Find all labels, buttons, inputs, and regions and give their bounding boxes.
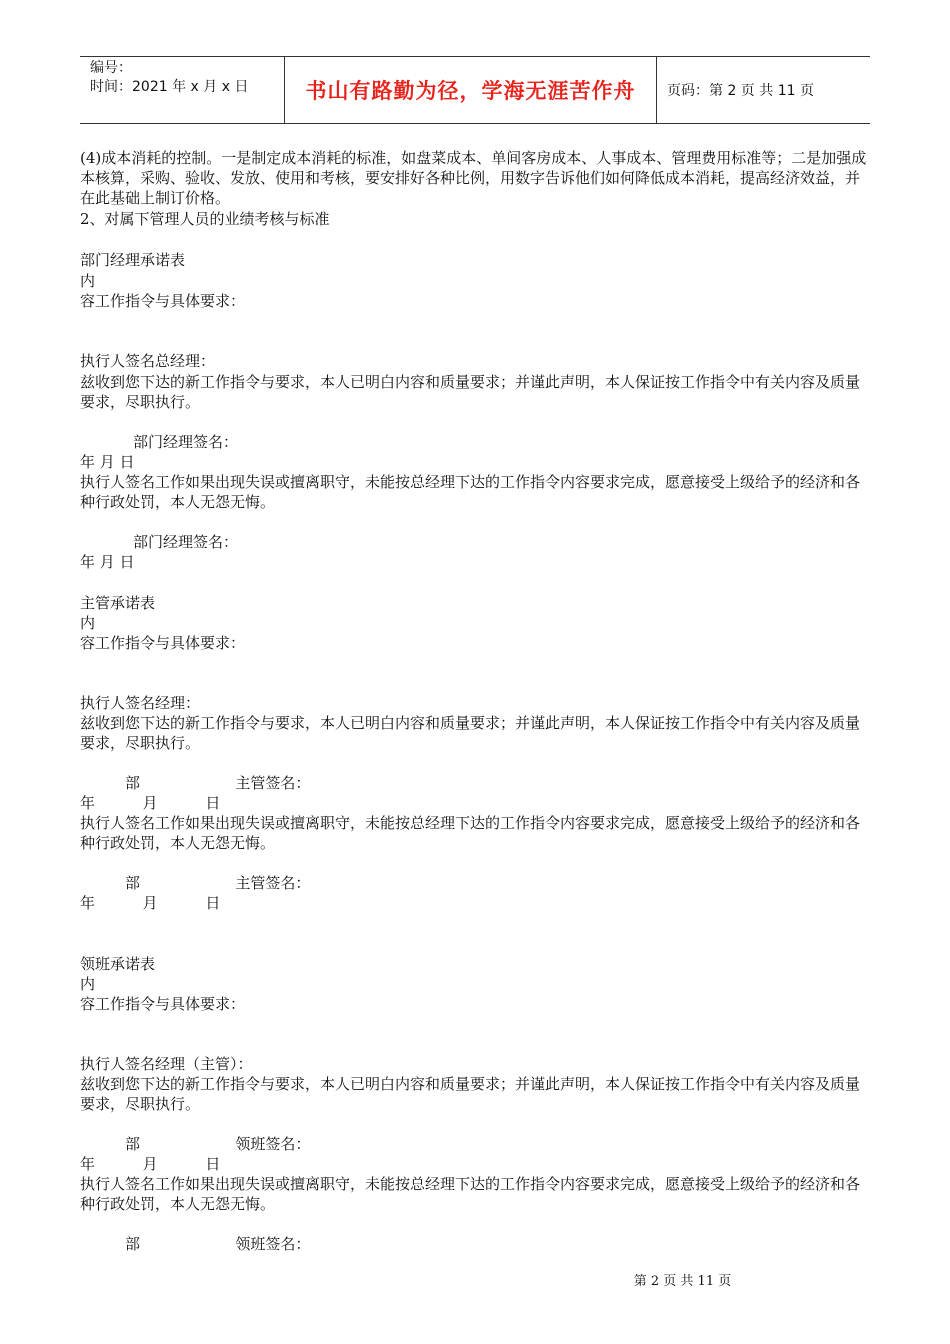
content-label-nei: 内: [80, 272, 96, 290]
acknowledgement-text: 兹收到您下达的新工作指令与要求，本人已明白内容和质量要求；并谨此声明，本人保证按工作指令中有关内容及质量要求，尽职执行。: [80, 373, 861, 411]
date-line: 年 月 日: [80, 453, 135, 471]
content-label-rong: 容工作指令与具体要求：: [80, 292, 246, 310]
paragraph-cost-control: (4)成本消耗的控制。一是制定成本消耗的标准，如盘菜成本、单间客房成本、人事成本、管理费用标准等；二是加强成本核算，采购、验收、发放、使用和考核，要安排好各种比例，用数字告诉他们如何降低成本消耗，提高经济效益，并在此基础上制订价格。: [80, 149, 867, 207]
date-line: 年 月 日: [80, 894, 221, 912]
header-page-code: 页码：第 2 页 共 11 页: [667, 83, 814, 99]
footer-page-number: 第 2 页 共 11 页: [633, 1274, 732, 1289]
signature-label: 部门经理签名：: [133, 533, 239, 551]
section-title-department-manager: 部门经理承诺表: [80, 251, 186, 269]
page-header: [80, 56, 870, 124]
signature-label: 部 领班签名：: [125, 1235, 311, 1253]
content-label-nei: 内: [80, 975, 96, 993]
pledge-text: 执行人签名工作如果出现失误或擅离职守，未能按总经理下达的工作指令内容要求完成，愿意接受上级给予的经济和各种行政处罚，本人无怨无悔。: [80, 1175, 861, 1213]
signature-label: 部 领班签名：: [125, 1135, 311, 1153]
content-label-rong: 容工作指令与具体要求：: [80, 995, 246, 1013]
pledge-text: 执行人签名工作如果出现失误或擅离职守，未能按总经理下达的工作指令内容要求完成，愿意接受上级给予的经济和各种行政处罚，本人无怨无悔。: [80, 814, 861, 852]
paragraph-performance-review: 2、对属下管理人员的业绩考核与标准: [80, 210, 330, 228]
executor-signature-line: 执行人签名经理：: [80, 694, 201, 712]
executor-signature-line: 执行人签名总经理：: [80, 352, 216, 370]
section-title-supervisor: 主管承诺表: [80, 594, 156, 612]
pledge-text: 执行人签名工作如果出现失误或擅离职守，未能按总经理下达的工作指令内容要求完成，愿意接受上级给予的经济和各种行政处罚，本人无怨无悔。: [80, 473, 861, 511]
executor-signature-line: 执行人签名经理（主管）：: [80, 1055, 253, 1073]
signature-label: 部 主管签名：: [125, 774, 311, 792]
acknowledgement-text: 兹收到您下达的新工作指令与要求，本人已明白内容和质量要求；并谨此声明，本人保证按工作指令中有关内容及质量要求，尽职执行。: [80, 714, 861, 752]
signature-label: 部门经理签名：: [133, 433, 239, 451]
header-meta: [80, 57, 284, 123]
date-line: 年 月 日: [80, 794, 221, 812]
content-label-nei: 内: [80, 614, 96, 632]
document-number-label: 编号：: [90, 60, 132, 76]
acknowledgement-text: 兹收到您下达的新工作指令与要求，本人已明白内容和质量要求；并谨此声明，本人保证按工作指令中有关内容及质量要求，尽职执行。: [80, 1075, 861, 1113]
document-time: 时间：2021 年 x 月 x 日: [90, 79, 249, 95]
date-line: 年 月 日: [80, 1155, 221, 1173]
date-line: 年 月 日: [80, 553, 135, 571]
section-title-team-leader: 领班承诺表: [80, 955, 156, 973]
content-label-rong: 容工作指令与具体要求：: [80, 634, 246, 652]
signature-label: 部 主管签名：: [125, 874, 311, 892]
header-motto: 书山有路勤为径，学海无涯苦作舟: [284, 57, 657, 123]
page-footer: [0, 1270, 950, 1289]
